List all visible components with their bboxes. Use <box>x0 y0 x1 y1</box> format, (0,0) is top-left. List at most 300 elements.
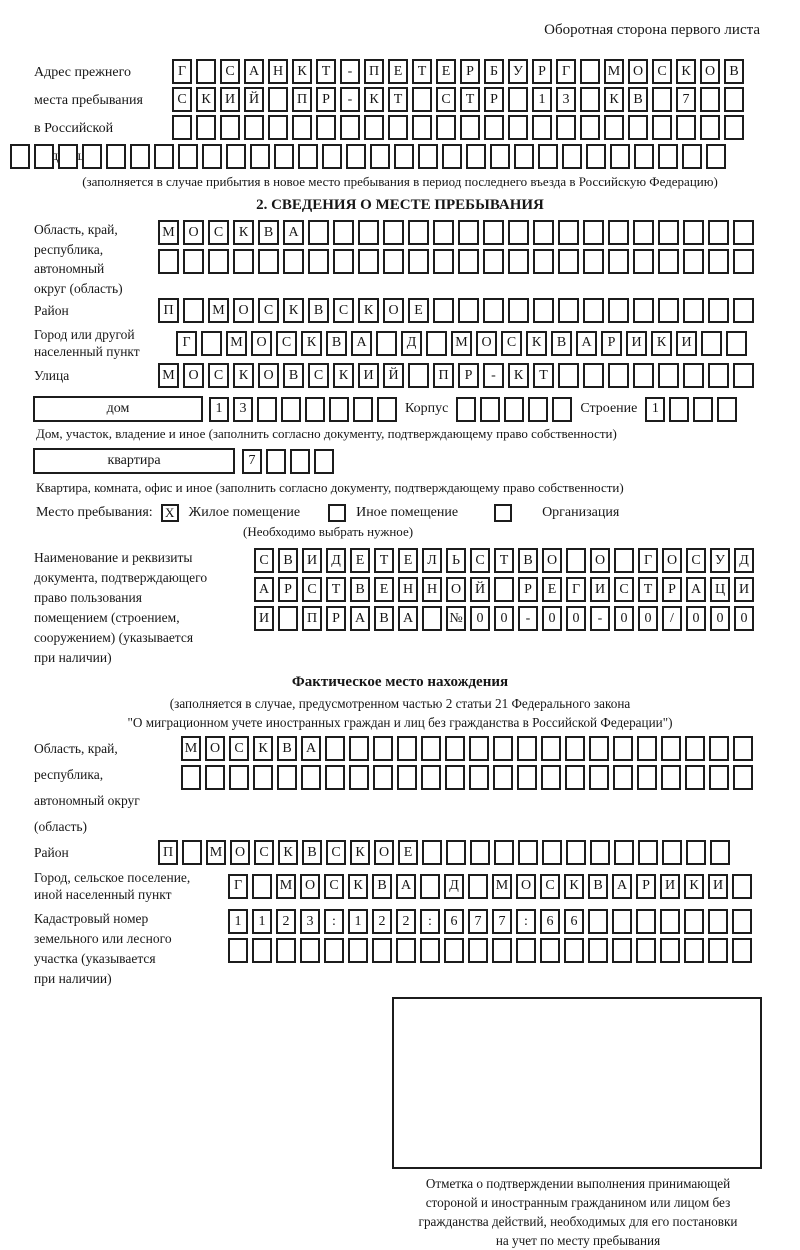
char-cell[interactable] <box>614 840 634 865</box>
char-cell[interactable]: : <box>420 909 440 934</box>
char-cell[interactable]: К <box>278 840 298 865</box>
char-cell[interactable] <box>58 144 78 169</box>
char-cell[interactable] <box>308 220 329 245</box>
char-cell[interactable] <box>278 606 298 631</box>
char-cell[interactable] <box>196 115 216 140</box>
char-cell[interactable] <box>652 87 672 112</box>
char-cell[interactable]: С <box>208 220 229 245</box>
char-cell[interactable]: И <box>590 577 610 602</box>
char-cell[interactable]: И <box>626 331 647 356</box>
char-cell[interactable] <box>580 87 600 112</box>
char-cell[interactable] <box>300 938 320 963</box>
char-cell[interactable] <box>158 249 179 274</box>
char-cell[interactable]: Е <box>398 548 418 573</box>
char-cell[interactable] <box>490 144 510 169</box>
char-cell[interactable] <box>483 249 504 274</box>
char-cell[interactable] <box>669 397 689 422</box>
char-cell[interactable]: Р <box>636 874 656 899</box>
char-cell[interactable] <box>370 144 390 169</box>
char-cell[interactable] <box>638 840 658 865</box>
char-cell[interactable]: Т <box>460 87 480 112</box>
char-cell[interactable]: О <box>628 59 648 84</box>
char-cell[interactable]: К <box>651 331 672 356</box>
char-cell[interactable] <box>333 220 354 245</box>
char-cell[interactable]: М <box>158 220 179 245</box>
char-cell[interactable]: С <box>254 840 274 865</box>
char-cell[interactable] <box>566 548 586 573</box>
char-cell[interactable]: В <box>518 548 538 573</box>
char-cell[interactable]: - <box>340 87 360 112</box>
char-cell[interactable]: 3 <box>300 909 320 934</box>
char-cell[interactable] <box>517 736 537 761</box>
char-cell[interactable]: В <box>372 874 392 899</box>
checkbox-organization[interactable] <box>494 504 512 522</box>
char-cell[interactable] <box>466 144 486 169</box>
char-cell[interactable] <box>588 938 608 963</box>
char-cell[interactable]: И <box>358 363 379 388</box>
char-cell[interactable] <box>658 220 679 245</box>
char-cell[interactable]: Т <box>638 577 658 602</box>
char-cell[interactable]: Г <box>228 874 248 899</box>
char-cell[interactable] <box>612 938 632 963</box>
char-cell[interactable] <box>130 144 150 169</box>
char-cell[interactable] <box>283 249 304 274</box>
char-cell[interactable]: 0 <box>686 606 706 631</box>
char-cell[interactable] <box>683 220 704 245</box>
char-cell[interactable] <box>266 449 286 474</box>
char-cell[interactable] <box>508 115 528 140</box>
char-cell[interactable] <box>685 765 705 790</box>
char-cell[interactable]: С <box>302 577 322 602</box>
char-cell[interactable] <box>565 765 585 790</box>
char-cell[interactable]: Р <box>662 577 682 602</box>
char-cell[interactable]: Ь <box>446 548 466 573</box>
char-cell[interactable]: 2 <box>396 909 416 934</box>
char-cell[interactable] <box>732 938 752 963</box>
char-cell[interactable] <box>244 115 264 140</box>
char-cell[interactable] <box>693 397 713 422</box>
char-cell[interactable] <box>34 144 54 169</box>
char-cell[interactable]: В <box>278 548 298 573</box>
char-cell[interactable]: 1 <box>252 909 272 934</box>
char-cell[interactable]: П <box>364 59 384 84</box>
char-cell[interactable] <box>444 938 464 963</box>
char-cell[interactable] <box>538 144 558 169</box>
char-cell[interactable] <box>480 397 500 422</box>
char-cell[interactable] <box>636 909 656 934</box>
char-cell[interactable]: Р <box>518 577 538 602</box>
char-cell[interactable]: О <box>258 363 279 388</box>
char-cell[interactable]: Г <box>556 59 576 84</box>
char-cell[interactable] <box>290 449 310 474</box>
char-cell[interactable]: Р <box>458 363 479 388</box>
char-cell[interactable] <box>468 938 488 963</box>
char-cell[interactable]: В <box>283 363 304 388</box>
char-cell[interactable]: О <box>183 363 204 388</box>
char-cell[interactable]: Т <box>494 548 514 573</box>
char-cell[interactable]: О <box>542 548 562 573</box>
char-cell[interactable]: О <box>374 840 394 865</box>
char-cell[interactable]: О <box>700 59 720 84</box>
char-cell[interactable]: О <box>383 298 404 323</box>
char-cell[interactable] <box>208 249 229 274</box>
char-cell[interactable]: 0 <box>710 606 730 631</box>
char-cell[interactable]: С <box>614 577 634 602</box>
char-cell[interactable]: : <box>324 909 344 934</box>
char-cell[interactable]: Д <box>326 548 346 573</box>
char-cell[interactable]: С <box>208 363 229 388</box>
char-cell[interactable] <box>226 144 246 169</box>
char-cell[interactable] <box>412 115 432 140</box>
char-cell[interactable] <box>684 909 704 934</box>
char-cell[interactable]: 1 <box>532 87 552 112</box>
char-cell[interactable]: Й <box>244 87 264 112</box>
char-cell[interactable]: А <box>686 577 706 602</box>
char-cell[interactable]: О <box>590 548 610 573</box>
char-cell[interactable] <box>558 220 579 245</box>
char-cell[interactable] <box>661 765 681 790</box>
char-cell[interactable] <box>388 115 408 140</box>
char-cell[interactable] <box>408 363 429 388</box>
char-cell[interactable] <box>348 938 368 963</box>
char-cell[interactable]: Р <box>278 577 298 602</box>
char-cell[interactable] <box>460 115 480 140</box>
char-cell[interactable]: Р <box>484 87 504 112</box>
char-cell[interactable]: У <box>508 59 528 84</box>
char-cell[interactable]: К <box>253 736 273 761</box>
char-cell[interactable] <box>329 397 349 422</box>
char-cell[interactable]: П <box>158 298 179 323</box>
char-cell[interactable]: С <box>326 840 346 865</box>
char-cell[interactable]: 0 <box>566 606 586 631</box>
char-cell[interactable]: 1 <box>348 909 368 934</box>
char-cell[interactable]: 0 <box>470 606 490 631</box>
char-cell[interactable] <box>508 298 529 323</box>
char-cell[interactable] <box>433 249 454 274</box>
char-cell[interactable]: - <box>518 606 538 631</box>
char-cell[interactable] <box>508 87 528 112</box>
char-cell[interactable] <box>709 765 729 790</box>
char-cell[interactable] <box>701 331 722 356</box>
char-cell[interactable] <box>514 144 534 169</box>
char-cell[interactable]: Е <box>408 298 429 323</box>
char-cell[interactable] <box>421 736 441 761</box>
char-cell[interactable]: 0 <box>614 606 634 631</box>
char-cell[interactable] <box>205 765 225 790</box>
char-cell[interactable] <box>349 765 369 790</box>
char-cell[interactable]: К <box>364 87 384 112</box>
char-cell[interactable]: Т <box>326 577 346 602</box>
char-cell[interactable] <box>333 249 354 274</box>
char-cell[interactable]: 0 <box>734 606 754 631</box>
char-cell[interactable]: О <box>230 840 250 865</box>
char-cell[interactable] <box>492 938 512 963</box>
char-cell[interactable] <box>633 249 654 274</box>
char-cell[interactable]: И <box>660 874 680 899</box>
house-type-box[interactable]: дом <box>33 396 203 422</box>
char-cell[interactable]: 6 <box>444 909 464 934</box>
char-cell[interactable] <box>608 249 629 274</box>
char-cell[interactable]: Н <box>398 577 418 602</box>
char-cell[interactable]: : <box>516 909 536 934</box>
char-cell[interactable]: 6 <box>540 909 560 934</box>
char-cell[interactable] <box>556 115 576 140</box>
char-cell[interactable] <box>493 736 513 761</box>
char-cell[interactable] <box>346 144 366 169</box>
char-cell[interactable] <box>373 765 393 790</box>
char-cell[interactable] <box>724 115 744 140</box>
char-cell[interactable]: Т <box>412 59 432 84</box>
char-cell[interactable]: Е <box>398 840 418 865</box>
char-cell[interactable]: К <box>292 59 312 84</box>
char-cell[interactable] <box>408 220 429 245</box>
char-cell[interactable] <box>268 87 288 112</box>
char-cell[interactable] <box>324 938 344 963</box>
char-cell[interactable]: К <box>508 363 529 388</box>
char-cell[interactable] <box>708 249 729 274</box>
char-cell[interactable]: И <box>254 606 274 631</box>
char-cell[interactable] <box>483 298 504 323</box>
char-cell[interactable] <box>558 363 579 388</box>
char-cell[interactable] <box>724 87 744 112</box>
char-cell[interactable] <box>504 397 524 422</box>
char-cell[interactable] <box>733 249 754 274</box>
char-cell[interactable] <box>412 87 432 112</box>
char-cell[interactable]: К <box>350 840 370 865</box>
char-cell[interactable] <box>314 449 334 474</box>
char-cell[interactable] <box>458 249 479 274</box>
char-cell[interactable]: С <box>258 298 279 323</box>
char-cell[interactable]: А <box>244 59 264 84</box>
char-cell[interactable]: В <box>588 874 608 899</box>
char-cell[interactable] <box>442 144 462 169</box>
char-cell[interactable] <box>662 840 682 865</box>
char-cell[interactable] <box>436 115 456 140</box>
char-cell[interactable]: - <box>590 606 610 631</box>
char-cell[interactable] <box>562 144 582 169</box>
char-cell[interactable] <box>397 736 417 761</box>
char-cell[interactable] <box>446 840 466 865</box>
char-cell[interactable]: А <box>254 577 274 602</box>
char-cell[interactable] <box>494 577 514 602</box>
char-cell[interactable] <box>552 397 572 422</box>
char-cell[interactable] <box>683 298 704 323</box>
char-cell[interactable]: Р <box>601 331 622 356</box>
char-cell[interactable]: Т <box>316 59 336 84</box>
char-cell[interactable] <box>183 298 204 323</box>
char-cell[interactable] <box>202 144 222 169</box>
char-cell[interactable]: 3 <box>233 397 253 422</box>
char-cell[interactable]: Г <box>176 331 197 356</box>
char-cell[interactable] <box>82 144 102 169</box>
char-cell[interactable] <box>358 249 379 274</box>
char-cell[interactable] <box>408 249 429 274</box>
char-cell[interactable] <box>458 298 479 323</box>
char-cell[interactable] <box>541 765 561 790</box>
apartment-type-box[interactable]: квартира <box>33 448 235 474</box>
char-cell[interactable]: Й <box>383 363 404 388</box>
char-cell[interactable]: С <box>308 363 329 388</box>
char-cell[interactable] <box>708 909 728 934</box>
char-cell[interactable]: А <box>301 736 321 761</box>
char-cell[interactable]: М <box>492 874 512 899</box>
char-cell[interactable]: 2 <box>276 909 296 934</box>
char-cell[interactable] <box>542 840 562 865</box>
char-cell[interactable]: / <box>662 606 682 631</box>
char-cell[interactable]: М <box>181 736 201 761</box>
char-cell[interactable]: Р <box>316 87 336 112</box>
char-cell[interactable] <box>154 144 174 169</box>
char-cell[interactable]: М <box>226 331 247 356</box>
char-cell[interactable] <box>418 144 438 169</box>
char-cell[interactable] <box>10 144 30 169</box>
char-cell[interactable]: В <box>724 59 744 84</box>
char-cell[interactable]: Н <box>268 59 288 84</box>
char-cell[interactable] <box>652 115 672 140</box>
char-cell[interactable] <box>634 144 654 169</box>
char-cell[interactable] <box>456 397 476 422</box>
char-cell[interactable] <box>540 938 560 963</box>
char-cell[interactable] <box>483 220 504 245</box>
char-cell[interactable] <box>470 840 490 865</box>
char-cell[interactable]: Л <box>422 548 442 573</box>
char-cell[interactable] <box>445 765 465 790</box>
char-cell[interactable] <box>433 220 454 245</box>
char-cell[interactable] <box>233 249 254 274</box>
char-cell[interactable]: А <box>612 874 632 899</box>
char-cell[interactable] <box>541 736 561 761</box>
char-cell[interactable]: 3 <box>556 87 576 112</box>
char-cell[interactable] <box>201 331 222 356</box>
char-cell[interactable]: 1 <box>645 397 665 422</box>
char-cell[interactable] <box>660 909 680 934</box>
char-cell[interactable]: Ц <box>710 577 730 602</box>
char-cell[interactable]: М <box>206 840 226 865</box>
char-cell[interactable] <box>257 397 277 422</box>
char-cell[interactable] <box>422 606 442 631</box>
char-cell[interactable]: У <box>710 548 730 573</box>
char-cell[interactable] <box>710 840 730 865</box>
char-cell[interactable]: 1 <box>228 909 248 934</box>
char-cell[interactable]: Е <box>374 577 394 602</box>
char-cell[interactable] <box>276 938 296 963</box>
char-cell[interactable]: 7 <box>676 87 696 112</box>
char-cell[interactable]: В <box>374 606 394 631</box>
char-cell[interactable]: Е <box>436 59 456 84</box>
char-cell[interactable]: Н <box>422 577 442 602</box>
char-cell[interactable] <box>353 397 373 422</box>
char-cell[interactable]: Т <box>533 363 554 388</box>
char-cell[interactable]: - <box>340 59 360 84</box>
char-cell[interactable] <box>397 765 417 790</box>
char-cell[interactable] <box>281 397 301 422</box>
char-cell[interactable]: Е <box>542 577 562 602</box>
char-cell[interactable] <box>258 249 279 274</box>
char-cell[interactable]: С <box>276 331 297 356</box>
char-cell[interactable]: С <box>254 548 274 573</box>
char-cell[interactable] <box>612 909 632 934</box>
char-cell[interactable] <box>383 220 404 245</box>
char-cell[interactable] <box>517 765 537 790</box>
char-cell[interactable]: Е <box>350 548 370 573</box>
char-cell[interactable]: Т <box>388 87 408 112</box>
char-cell[interactable]: С <box>686 548 706 573</box>
char-cell[interactable] <box>708 938 728 963</box>
checkbox-other-premises[interactable] <box>328 504 346 522</box>
char-cell[interactable] <box>228 938 248 963</box>
char-cell[interactable]: И <box>734 577 754 602</box>
char-cell[interactable] <box>377 397 397 422</box>
char-cell[interactable] <box>433 298 454 323</box>
char-cell[interactable] <box>580 59 600 84</box>
char-cell[interactable] <box>493 765 513 790</box>
char-cell[interactable] <box>628 115 648 140</box>
char-cell[interactable] <box>421 765 441 790</box>
char-cell[interactable]: К <box>348 874 368 899</box>
char-cell[interactable] <box>706 144 726 169</box>
char-cell[interactable]: А <box>351 331 372 356</box>
char-cell[interactable] <box>700 115 720 140</box>
char-cell[interactable] <box>608 363 629 388</box>
char-cell[interactable] <box>298 144 318 169</box>
char-cell[interactable]: С <box>333 298 354 323</box>
char-cell[interactable] <box>564 938 584 963</box>
char-cell[interactable] <box>301 765 321 790</box>
char-cell[interactable]: Р <box>326 606 346 631</box>
char-cell[interactable]: А <box>350 606 370 631</box>
char-cell[interactable] <box>305 397 325 422</box>
char-cell[interactable] <box>700 87 720 112</box>
char-cell[interactable]: В <box>258 220 279 245</box>
char-cell[interactable] <box>733 765 753 790</box>
char-cell[interactable]: К <box>233 220 254 245</box>
char-cell[interactable] <box>658 249 679 274</box>
char-cell[interactable]: К <box>676 59 696 84</box>
char-cell[interactable] <box>268 115 288 140</box>
char-cell[interactable]: К <box>526 331 547 356</box>
char-cell[interactable] <box>196 59 216 84</box>
char-cell[interactable] <box>376 331 397 356</box>
char-cell[interactable] <box>610 144 630 169</box>
char-cell[interactable]: С <box>172 87 192 112</box>
char-cell[interactable]: С <box>229 736 249 761</box>
char-cell[interactable]: П <box>433 363 454 388</box>
char-cell[interactable] <box>172 115 192 140</box>
char-cell[interactable] <box>685 736 705 761</box>
char-cell[interactable] <box>106 144 126 169</box>
char-cell[interactable] <box>508 220 529 245</box>
char-cell[interactable] <box>590 840 610 865</box>
char-cell[interactable] <box>396 938 416 963</box>
char-cell[interactable] <box>658 298 679 323</box>
char-cell[interactable] <box>608 220 629 245</box>
char-cell[interactable] <box>708 363 729 388</box>
char-cell[interactable] <box>229 765 249 790</box>
char-cell[interactable]: А <box>283 220 304 245</box>
char-cell[interactable] <box>589 736 609 761</box>
char-cell[interactable]: И <box>708 874 728 899</box>
char-cell[interactable]: Й <box>470 577 490 602</box>
char-cell[interactable]: - <box>483 363 504 388</box>
char-cell[interactable]: К <box>358 298 379 323</box>
char-cell[interactable]: Т <box>374 548 394 573</box>
char-cell[interactable] <box>469 765 489 790</box>
char-cell[interactable] <box>682 144 702 169</box>
char-cell[interactable] <box>565 736 585 761</box>
char-cell[interactable] <box>733 220 754 245</box>
char-cell[interactable]: С <box>220 59 240 84</box>
char-cell[interactable] <box>604 115 624 140</box>
